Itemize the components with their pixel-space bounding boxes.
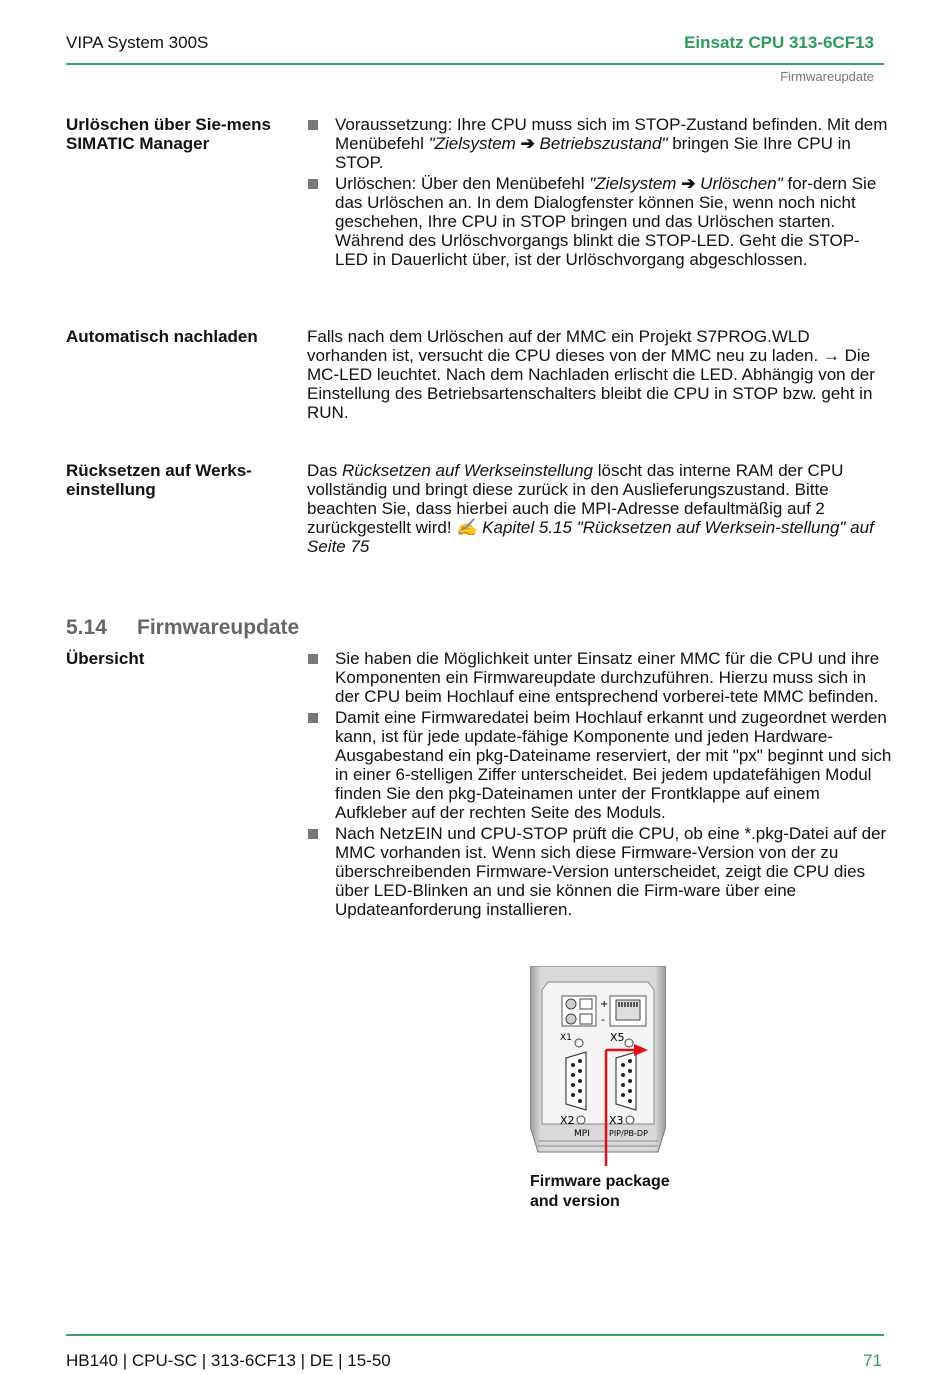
automatisch-body: Falls nach dem Urlöschen auf der MMC ein Projekt S7PROG.WLD vorhanden ist, versucht die CPU dieses von der MMC neu zu laden. → Die MC-LED leuchtet. Nach dem Nachladen erlischt die LED. Abhängig von der Einstellung des Betriebsartenschalters bleibt die CPU in STOP bzw. geht in RUN. — [307, 327, 875, 422]
link-icon: ✍ — [456, 518, 478, 537]
chapter-link[interactable]: ✍ Kapitel 5.15 "Rücksetzen auf Werksein-stellung" auf Seite 75 — [307, 518, 874, 556]
x3-label: X3 — [609, 1114, 624, 1127]
list-item: Sie haben die Möglichkeit unter Einsatz einer MMC für die CPU und ihre Komponenten ein Firmwareupdate durchzuführen. Hierzu muss sich in der CPU beim Hochlauf eine entsprechend vorberei-tete MMC befinden. — [307, 649, 892, 706]
list-item: Voraussetzung: Ihre CPU muss sich im STOP-Zustand befinden. Mit dem Menübefehl "Zielsystem ➔ Betriebszustand" bringen Sie Ihre CPU in STOP. — [307, 115, 892, 172]
footer-document-id: HB140 | CPU-SC | 313-6CF13 | DE | 15-50 — [66, 1351, 391, 1370]
minus-label: - — [601, 1013, 605, 1026]
arrow-icon: ➔ — [681, 174, 696, 193]
ruecksetzen-body: Das Rücksetzen auf Werkseinstellung löscht das interne RAM der CPU vollständig und bringt diese zurück in den Auslieferungszustand. Bitte beachten Sie, dass hierbei auch die MPI-Adresse defaultmäßig auf 2 zurückgestellt wird! ✍ Kapitel 5.15 "Rücksetzen auf Werksein-stellung" auf Seite 75 — [307, 461, 874, 556]
page-number: 71 — [863, 1351, 882, 1370]
header-divider — [66, 63, 884, 65]
list-item: Damit eine Firmwaredatei beim Hochlauf erkannt und zugeordnet werden kann, ist für jede update-fähige Komponente und jeden Hardware-Ausgabestand ein pkg-Dateiname reserviert, der mit "px" beginnt und sich in einer 6-stelligen Ziffer unterscheidet. Bei jedem updatefähigen Modul finden Sie den pkg-Dateinamen unter der Frontklappe auf einem Aufkleber auf der rechten Seite des Moduls. — [307, 708, 892, 822]
plus-label: + — [600, 999, 609, 1010]
automatisch-label: Automatisch nachladen — [66, 327, 258, 346]
x5-label: X5 — [610, 1031, 625, 1044]
ruecksetzen-label: Rücksetzen auf Werks-einstellung — [66, 461, 252, 499]
footer-divider — [66, 1334, 884, 1336]
chapter-number: 5.14 — [66, 616, 107, 639]
urloeschen-label: Urlöschen über Sie-mens SIMATIC Manager — [66, 115, 272, 153]
list-item: Nach NetzEIN und CPU-STOP prüft die CPU, ob eine *.pkg-Datei auf der MMC vorhanden ist. Wenn sich diese Firmware-Version von der zu überschreibenden Firmware-Version unterscheidet, zeigt die CPU dies über LED-Blinken an und sie können die Firm-ware über eine Updateanforderung installieren. — [307, 824, 892, 919]
list-item: Urlöschen: Über den Menübefehl "Zielsystem ➔ Urlöschen" for-dern Sie das Urlöschen an. In dem Dialogfenster können Sie, wenn noch nicht geschehen, Ihre CPU in STOP bringen und das Urlöschen starten. Während des Urlöschvorgangs blinkt die STOP-LED. Geht die STOP-LED in Dauerlicht über, ist der Urlöschvorgang abgeschlossen. — [307, 174, 892, 269]
figure-caption: Firmware package and version — [530, 1173, 670, 1210]
header-subtitle: Firmwareupdate — [780, 69, 874, 84]
header-title: VIPA System 300S — [66, 33, 209, 52]
urloeschen-body — [307, 115, 892, 271]
chapter-heading — [66, 616, 299, 640]
pip-label: PIP/PB-DP — [609, 1129, 648, 1138]
uebersicht-label: Übersicht — [66, 649, 145, 668]
arrow-icon: ➔ — [520, 134, 535, 153]
chapter-title: Firmwareupdate — [137, 616, 300, 639]
header-chapter: Einsatz CPU 313-6CF13 — [684, 33, 874, 52]
mpi-label: MPI — [574, 1129, 590, 1139]
uebersicht-body — [307, 649, 892, 921]
x1-label: X1 — [560, 1033, 572, 1043]
x2-label: X2 — [560, 1114, 575, 1127]
cpu-module-drawing — [530, 966, 666, 1166]
cpu-module-figure — [530, 966, 666, 1166]
